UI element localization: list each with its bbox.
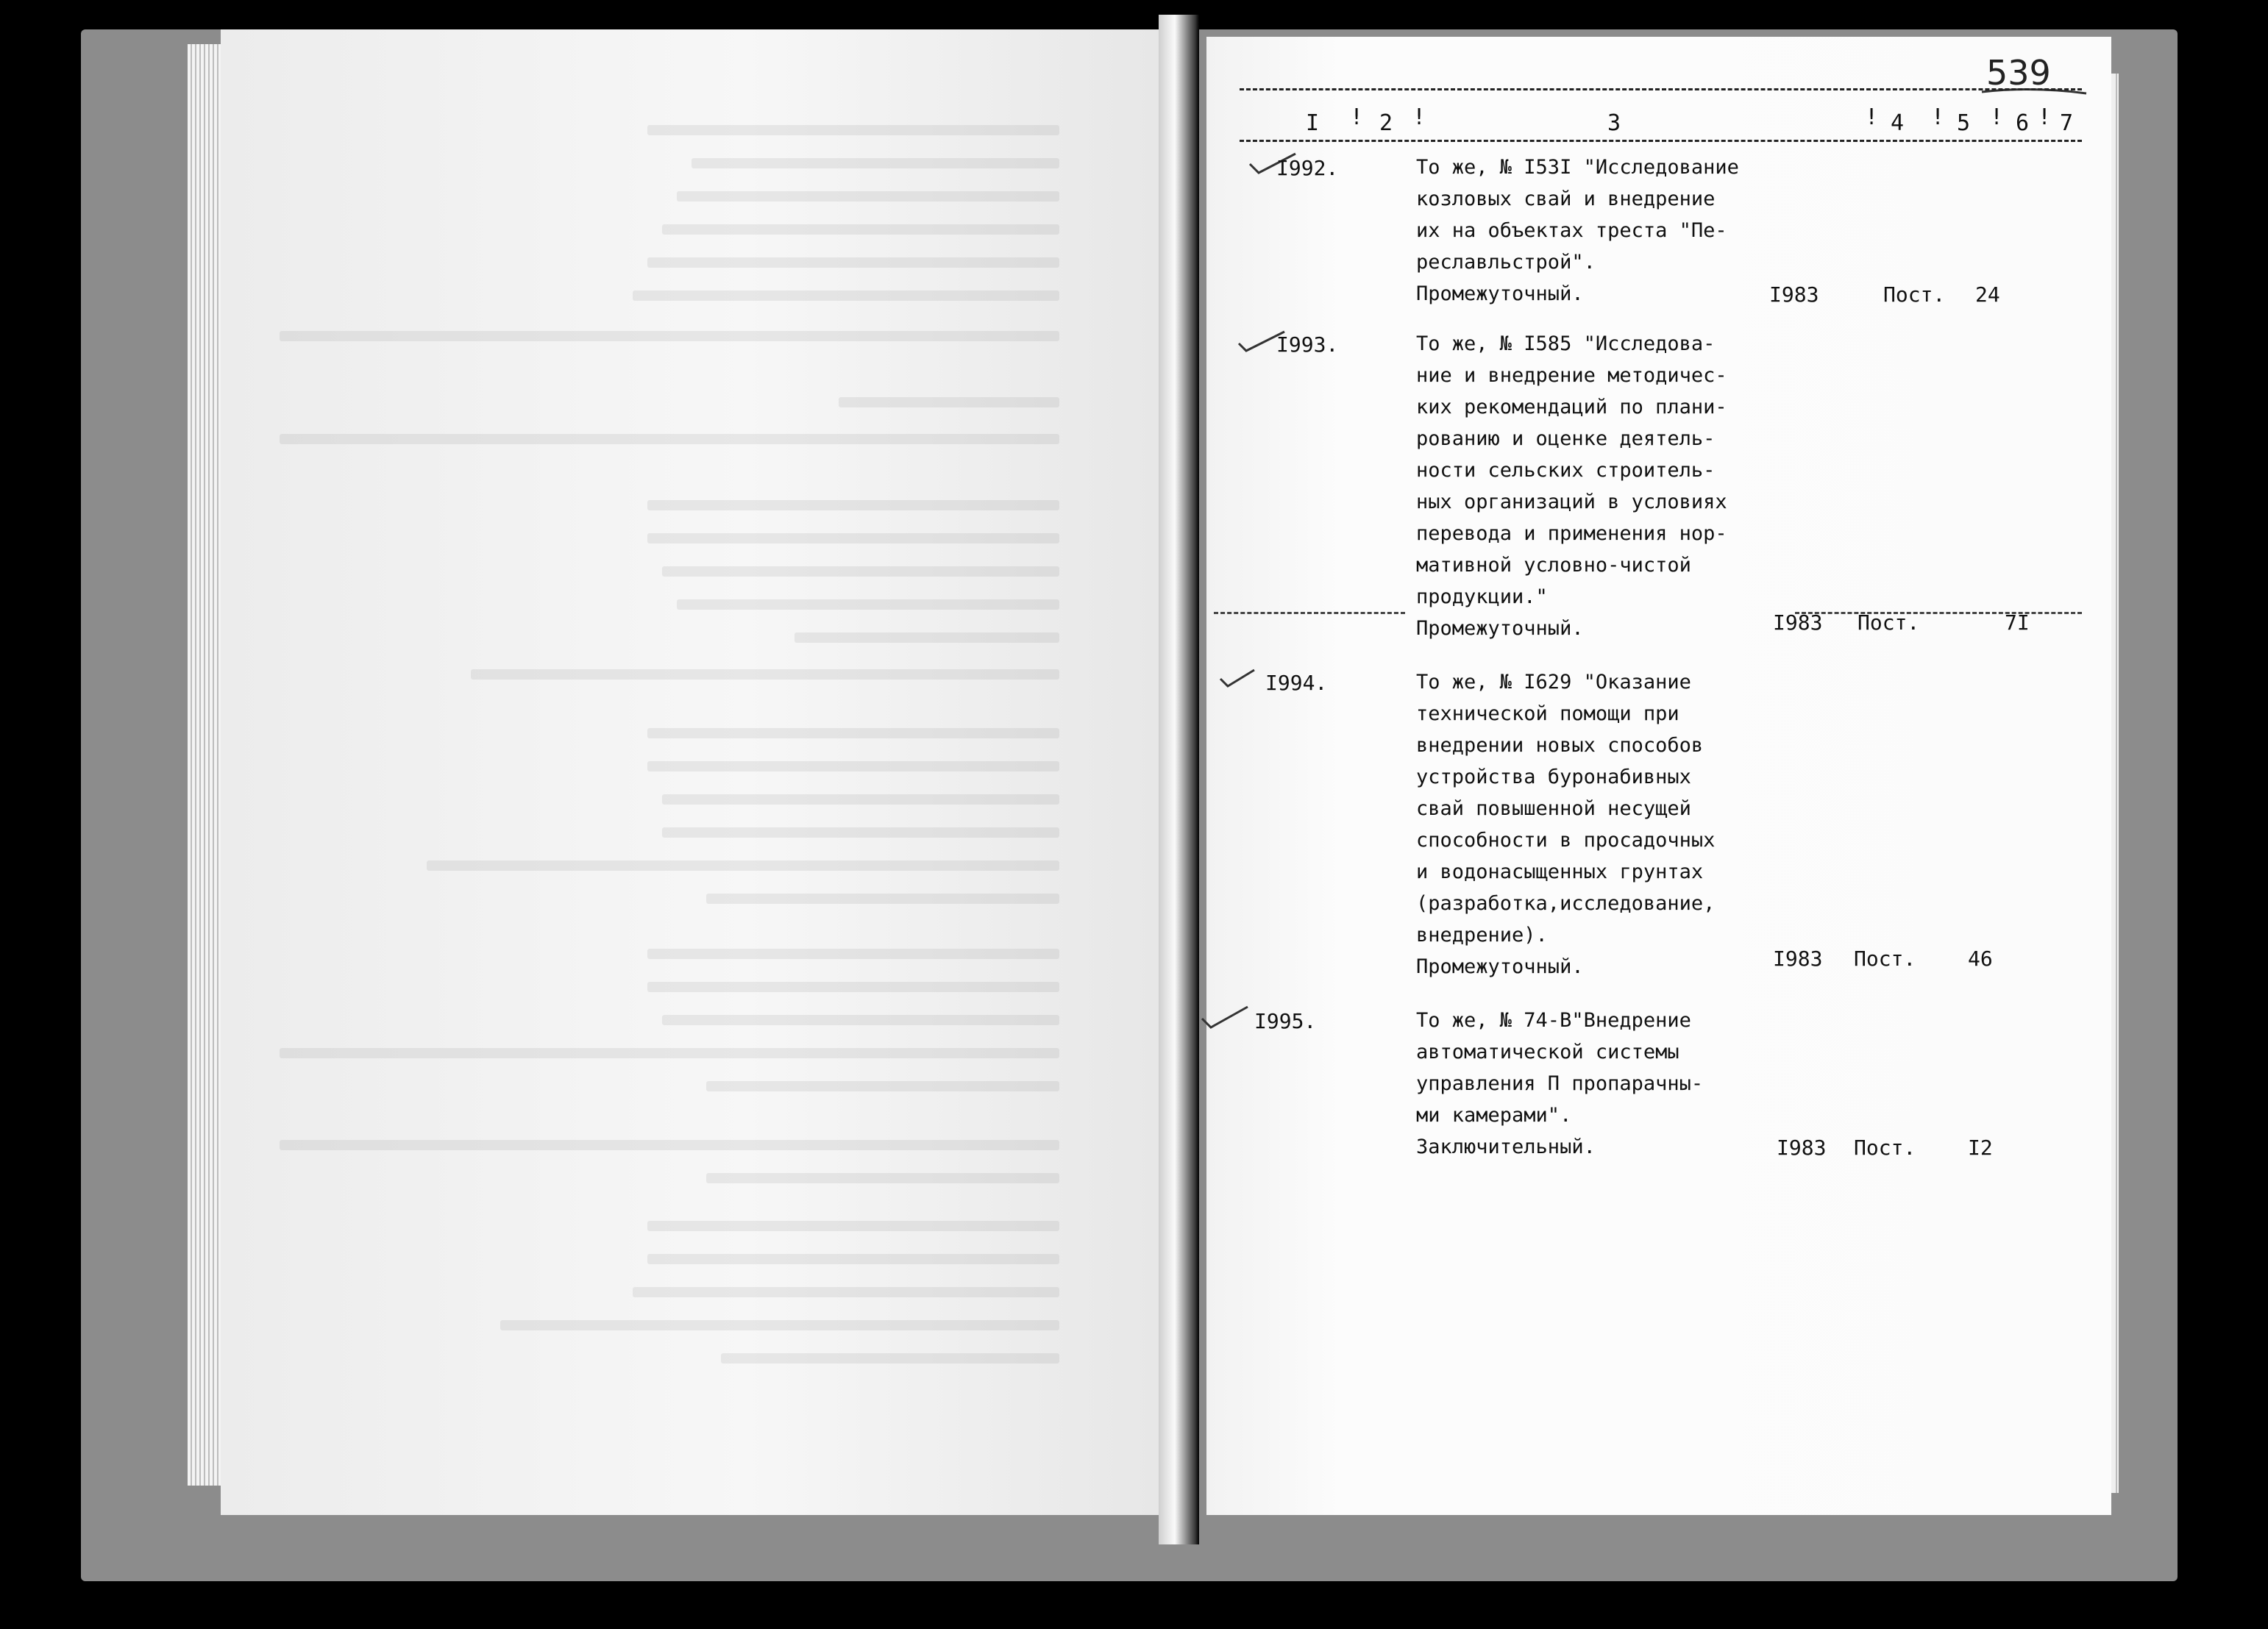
header-col-7: 7: [2060, 110, 2074, 136]
entry-description: То же, № 74-В"Внедрение автоматической системы управления П пропарачны- ми камерами". Заключительный.: [1416, 1009, 1704, 1158]
book-spine: [1159, 15, 1199, 1544]
header-col-5: 5: [1957, 110, 1971, 136]
entry-pages: 46: [1968, 947, 1993, 971]
bleed-through-text: [280, 125, 1103, 1412]
entry-description: То же, № I629 "Оказание технической помощи при внедрении новых способов устройства буронабивных свай повышенной несущей способности в просадочных и водонасыщенных грунтах (разработка,исследование, внедрение). Промежуточный.: [1416, 671, 1716, 978]
entry-number: I994.: [1265, 671, 1328, 695]
entry-type: Пост.: [1854, 1136, 1916, 1160]
entry-year: I983: [1773, 947, 1823, 971]
entry-type: Пост.: [1883, 282, 1946, 307]
entry-pages: 24: [1975, 282, 2000, 307]
entry-number: I992.: [1276, 156, 1339, 180]
header-col-1: I: [1306, 110, 1320, 136]
header-col-3: 3: [1607, 110, 1621, 136]
entry-year: I983: [1769, 282, 1819, 307]
entry-number: I995.: [1254, 1009, 1317, 1033]
entry-type: Пост.: [1854, 947, 1916, 971]
entry-year: I983: [1773, 610, 1823, 635]
header-col-6: 6: [2016, 110, 2030, 136]
entry-description: То же, № I53I "Исследование козловых свай и внедрение их на объектах треста "Пе- реславльстрой". Промежуточный.: [1416, 156, 1739, 305]
entry-number: I993.: [1276, 332, 1339, 357]
table-header: I 2 3 4 5 6 7 ! ! ! ! ! !: [1240, 88, 2082, 141]
dashed-rule: [1795, 612, 2082, 614]
entry-pages: I2: [1968, 1136, 1993, 1160]
check-mark-icon: [1217, 666, 1269, 692]
entry-type: Пост.: [1858, 610, 1920, 635]
header-col-4: 4: [1891, 110, 1905, 136]
check-mark-icon: [1199, 1004, 1251, 1030]
entry-pages: 7I: [2005, 610, 2030, 635]
page-number: 539: [1986, 53, 2051, 93]
header-col-2: 2: [1379, 110, 1393, 136]
dashed-rule: [1214, 612, 1405, 614]
entry-year: I983: [1777, 1136, 1827, 1160]
entry-description: То же, № I585 "Исследова- ние и внедрение методичес- ких рекомендаций по плани- рованию и оценке деятель- ности сельских строитель- ных организаций в условиях перевода и применения нор- мативной условно-чистой продукции." Промежуточный.: [1416, 332, 1727, 640]
